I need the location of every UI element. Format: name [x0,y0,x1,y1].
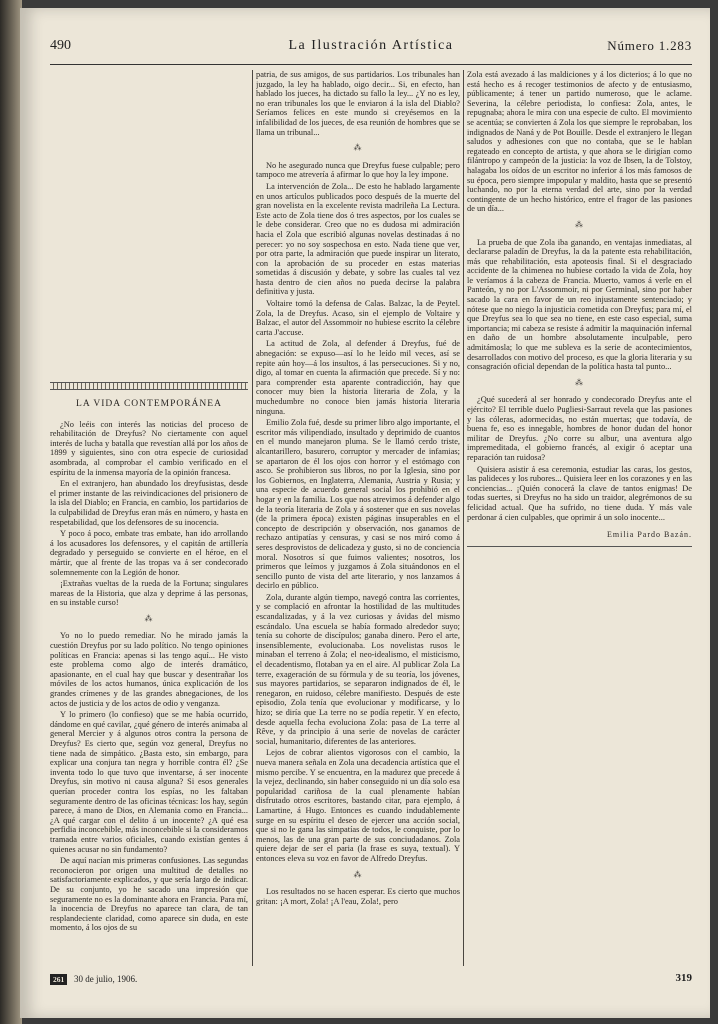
magazine-page [20,8,710,1018]
paragraph: No he asegurado nunca que Dreyfus fuese culpable; pero tampoco me atrevería á afirmar lo que hoy la ley impone. [256,160,460,180]
paragraph: Yo no lo puedo remediar. No he mirado jamás la cuestión Dreyfus por su lado político. No tengo opiniones políticas en Francia: apenas si las tengo aquí... He visto este problema como algo de interés dramático, apasionante, en el cual hay que buscar y desentrañar los móviles de los actos humanos, única explicación de los grandes crímenes y de las grandes abnegaciones, de los actos de justicia y de los actos de odio y venganza. [50,631,248,708]
blank-space [50,70,248,382]
paragraph: Emilio Zola fué, desde su primer libro algo importante, el escritor más vilipendiado, insultado y deprimido de cuantos en el mundo manejaron pluma. Se le llamó cerdo triste, alcantarillero, basurero, corruptor y mercader de infamias; se apartaron de él los ojos con horror y el estómago con asco. Se prohibieron sus libros, no por la Iglesia, sino por los Gobiernos, en Inglaterra, Alemania, Austria y Rusia; y una especie de acuerdo general social los prohibió en el hogar y en la familia. Los que nos atrevimos á defender algo de la teoría literaria de Zola y á sostener que en sus novelas (de la primera época) existen páginas insuperables en el concepto de descripción y observación, nos ganamos de rechazo antipatías y censuras, y casi se nos miró como á seres desprovistos de delicadeza y gusto, si no de conciencia moral. Nosotros sí que fuimos valientes; nosotros, los primeros que leímos y juzgamos á Zola situándonos en el sencillo punto de vista del arte literario, y nos lanzamos á decirlo en público. [256,418,460,591]
paragraph: En el extranjero, han abundado los dreyfusistas, desde el primer instante de las reivindicaciones del prisionero de la isla del Diablo; en Francia, en cambio, los partidarios de la culpabilidad de Dreyfus eran más en número, y hasta en respetabilidad, que los defensores de su inocencia. [50,479,248,527]
paragraph: Y poco á poco, embate tras embate, han ido arrollando á los acusadores los defensores, y el capitán de artillería degradado y perseguido se convierte en el héroe, en el mártir, que al frente de las tropas va á ser condecorado solemnemente con la Legión de honor. [50,529,248,577]
section-title: LA VIDA CONTEMPORÁNEA [76,399,222,409]
end-rule [467,546,692,547]
column-3 [467,70,692,966]
scan-page-number: 319 [675,972,692,984]
ornamental-rule [50,382,248,390]
publication-date: 30 de julio, 1906. [74,974,138,984]
page-footer [50,972,692,988]
paragraph: patria, de sus amigos, de sus partidarios. Los tribunales han juzgado, la ley ha hablado, oigo decir... Si, en efecto, han hablado los jueces, ha dictado su fallo la ley... ¿Y no es ley, no eran tribunales los que le enviaron á la isla del Diablo? Seríamos felices en este mundo si creyésemos en la infalibilidad de los jueces, de esa reunión de hombres que se llama un tribunal... [256,70,460,137]
column-divider [252,70,253,966]
paragraph: Voltaire tomó la defensa de Calas. Balzac, la de Peytel. Zola, la de Dreyfus. Acaso, sin el ejemplo de Voltaire y Balzac, el autor del Assommoir no hubiese escrito la célebre carta J'accuse. [256,299,460,337]
section-break-stars: ⁂ [575,377,584,387]
paragraph: ¿No leéis con interés las noticias del proceso de rehabilitación de Dreyfus? No ciertamente con aquel interés de lucha y batalla que revestían allá por los años de 1899 y siguientes, sino con otra especie de curiosidad asombrada, al comprobar el cambio verificado en el espíritu de la inmensa mayoría de la opinión francesa. [50,419,248,477]
section-break-stars: ⁂ [353,143,363,153]
paragraph: Los resultados no se hacen esperar. Es cierto que muchos gritan: ¡A mort, Zola! ¡A l'eau, Zola!, pero [256,887,460,906]
section-break-stars: ⁂ [144,613,154,623]
paragraph: Quisiera asistir á esa ceremonia, estudiar las caras, los gestos, las palideces y los rubores... Quisiera leer en los corazones y en las conciencias... ¡Quién conocerá la clave de tantos enigmas! De todas suertes, si Dreyfus no ha sido un traidor, alegrémonos de su felicidad actual. Que ha sufrido, no tiene duda. Y más vale perdonar á cien culpables, que oprimir á un solo inocente... [467,464,692,522]
paragraph: La prueba de que Zola iba ganando, en ventajas inmediatas, al declararse paladín de Dreyfus, la da la patente esta rehabilitación, más que rehabilitación, esta apoteosis final. Si el desgraciado accidente de la chimenea no hubiese cortado la vida de Zola, hoy le veríamos á la cabeza de Francia. Muerto, vamos á verle en el Panteón, y no por L'Assommoir, ni por Germinal, sino por haber sacado la cara en favor de un reo injustamente sentenciado; y nótese que no niego la injusticia cometida con Dreyfus; para mí, el que Dreyfus sea lo que sea no tiene, en este caso especial, suma importancia; mi cabeza se resiste á admitir la maquinación infernal en daño de un hombre absolutamente inculpable, pero admitámosla; lo que me subleva es la serie de acontecimientos, desarrollados con motivo del proceso, es que la gloria literaria y su consagración oficial dependan de la política hasta tal punto... [467,237,692,372]
author-signature: Emilia Pardo Bazán. [607,530,692,540]
paragraph: Zola está avezado á las maldiciones y á los dicterios; á lo que no está hecho es á recoger testimonios de afecto y de entusiasmo, públicamente; á tener un partido numeroso, que le aclame. Severina, la célebre periodista, lo confiesa: Zola, antes, le repugnaba; ahora le mira con una especie de culto. El movimiento se acentúa; se convierten á Zola los que siempre le reprobaban, los indignados de Naná y de Pot Bouille. Desde el extranjero le llegan saludos y adhesiones con que no contaba, que se le hablan regateado en concepto de artista, y que ahora se le dirigían como filántropo y campeón de la justicia: la voz de Ibsen, la de Tolstoy, halagaba los oídos de un escritor no inferior á los más famosos de su época, pero siempre impopular y maldito, hasta que se presentó luchando, no por la eterna verdad del arte, sino por la verdad contingente de un hecho histórico, entre el fragor de las pasiones de un día... [467,70,692,214]
issue-number: Número 1.283 [607,38,692,53]
paragraph: ¡Extrañas vueltas de la rueda de la Fortuna; singulares mareas de la Historia, que alza y deprime á las personas, en su instable curso! [50,579,248,608]
book-spine [0,0,22,1024]
header-rule [50,64,692,65]
volume-badge: 261 [50,974,67,985]
paragraph: Lejos de cobrar alientos vigorosos con el cambio, la nueva manera señala en Zola una decadencia artística que el mismo percibe. Y se encuentra, en la madurez que precede á la vejez, declinando, sin haber conseguido ni un día solo esa popularidad cariñosa de la cual plenamente habían disfrutado otros escritores, bastando citar, para ejemplo, á Lamartine, á Hugo. Entonces es cuando indudablemente surge en su espíritu el deseo de ejercer una acción social, que si no le gana las simpatías de todos, le conquiste, por lo menos, las de una gran parte de sus conciudadanos. Zola quiere dejar de ser el paria (la frase es suya, textual). Y entonces eleva su voz en favor de Alfredo Dreyfus. [256,748,460,863]
column-1 [50,70,248,966]
paragraph: De aquí nacían mis primeras confusiones. Las segundas reconocieron por origen una multitud de detalles no satisfactoriamente explicados, y que sería largo de indicar. De su conjunto, yo he sacado una impresión que seguramente no es la dominante ahora en Francia. Para mí, la inocencia de Dreyfus no aparece tan clara, de tan resplandeciente claridad, como aparece sin duda, en este momento, á los ojos de su [50,856,248,933]
section-break-stars: ⁂ [575,219,584,229]
section-break-stars: ⁂ [353,869,363,879]
paragraph: La intervención de Zola... De esto he hablado largamente en unos artículos publicados poco después de la muerte del gran novelista en la excelente revista madrileña La Lectura. Este acto de Zola tiene dos ó tres aspectos, por los cuales se le debe considerar. Creo que no es dudosa mi admiración hacia el Zola que escribió algunas novelas destinadas á no perecer: yo no soy sospechosa en esto. Nada tiene que ver, por otra parte, la admiración que puede inspirar un literato, con la aprobación de su proceder en estas materias sometidas á discusión y debate, y sobre las cuales tal vez hasta dentro de cien años no pueda decirse la palabra definitiva y justa. [256,181,460,297]
column-2 [256,70,460,966]
paragraph: Zola, durante algún tiempo, navegó contra las corrientes, y se complació en afrontar la hostilidad de las multitudes escandalizadas, y á la vez curiosas y ávidas del mismo escándalo. Una escuela se había formado alrededor suyo; tenía su cohorte de discípulos; ganaba dinero. Pero el arte, insensiblemente, evolucionaba. Los novelistas rusos le minaban el terreno á Zola; el neo-idealismo, el misticismo, el decadentismo, flotaban ya en el aire. Al publicar Zola La terre, exageración de su fórmula y de su teoría, los jóvenes, sus mayores partidarios, se separaron indignados de él, le renegaron, en ruidoso, célebre manifiesto. Después de este episodio, Zola tenía que evolucionar y modificarse, y lo hizo; se diría que La terre no se podía repetir. Y en efecto, desde aquella fecha evoluciona Zola: pasa de La terre al Rêve, y da principio á una serie de novelas de carácter social, humanitario, diferentes de las anteriores. [256,592,460,746]
paragraph: ¿Qué sucederá al ser honrado y condecorado Dreyfus ante el ejército? El terrible duelo Pugliesi-Sarraut revela que las pasiones y las cóleras, adormecidas, no están muertas; que todavía, de buena fe, eso es innegable, hombres de honor dudan del honor militar de Dreyfus. ¿No corre su albur, una aventura algo impremeditada, el gobierno francés, al exigir ó aceptar una reparación tan ruidosa? [467,395,692,462]
page-number: 490 [50,38,71,53]
magazine-title: La Ilustración Artística [288,38,454,53]
paragraph: La actitud de Zola, al defender á Dreyfus, fué de abnegación: se expuso—así lo he leído mil veces, así se repite aún hoy—á los insultos, á las persecuciones. Si y no, digo, al tomar en cuenta la afirmación que precede. Sí y no: para comprender esta aparente contradicción, hay que conocer muy bien la historia literaria de Zola, y la muchedumbre no conoce bien jamás historia literaria ninguna. [256,339,460,416]
page-header [50,36,692,58]
column-divider [463,70,464,966]
paragraph: Y lo primero (lo confieso) que se me había ocurrido, dándome en qué cavilar, ¿qué género de interés animaba al general Mercier y á algunos otros contra la persona de Dreyfus? Es cierto que, según voz general, Dreyfus no tiene nada de simpático. ¿Basta esto, sin embargo, para explicar una conjura tan negra y horrible contra él? ¿Se inventa todo lo que tuvo que inventarse, á ser inocente Dreyfus, sin motivo ni causa alguna? Si esos generales querían proceder contra los espías, no les faltaban seguramente dentro de las oficinas técnicas: los hay, según parece, á mano de Dios, en Alemania como en Francia... ¿A qué cargar con el delito á un inocente? ¿A qué esa perfidia inconcebible, más inconcebible si la consideramos tramada entre varios oficiales, cuando existían gentes á quienes acusar no sin fundamento? [50,710,248,854]
